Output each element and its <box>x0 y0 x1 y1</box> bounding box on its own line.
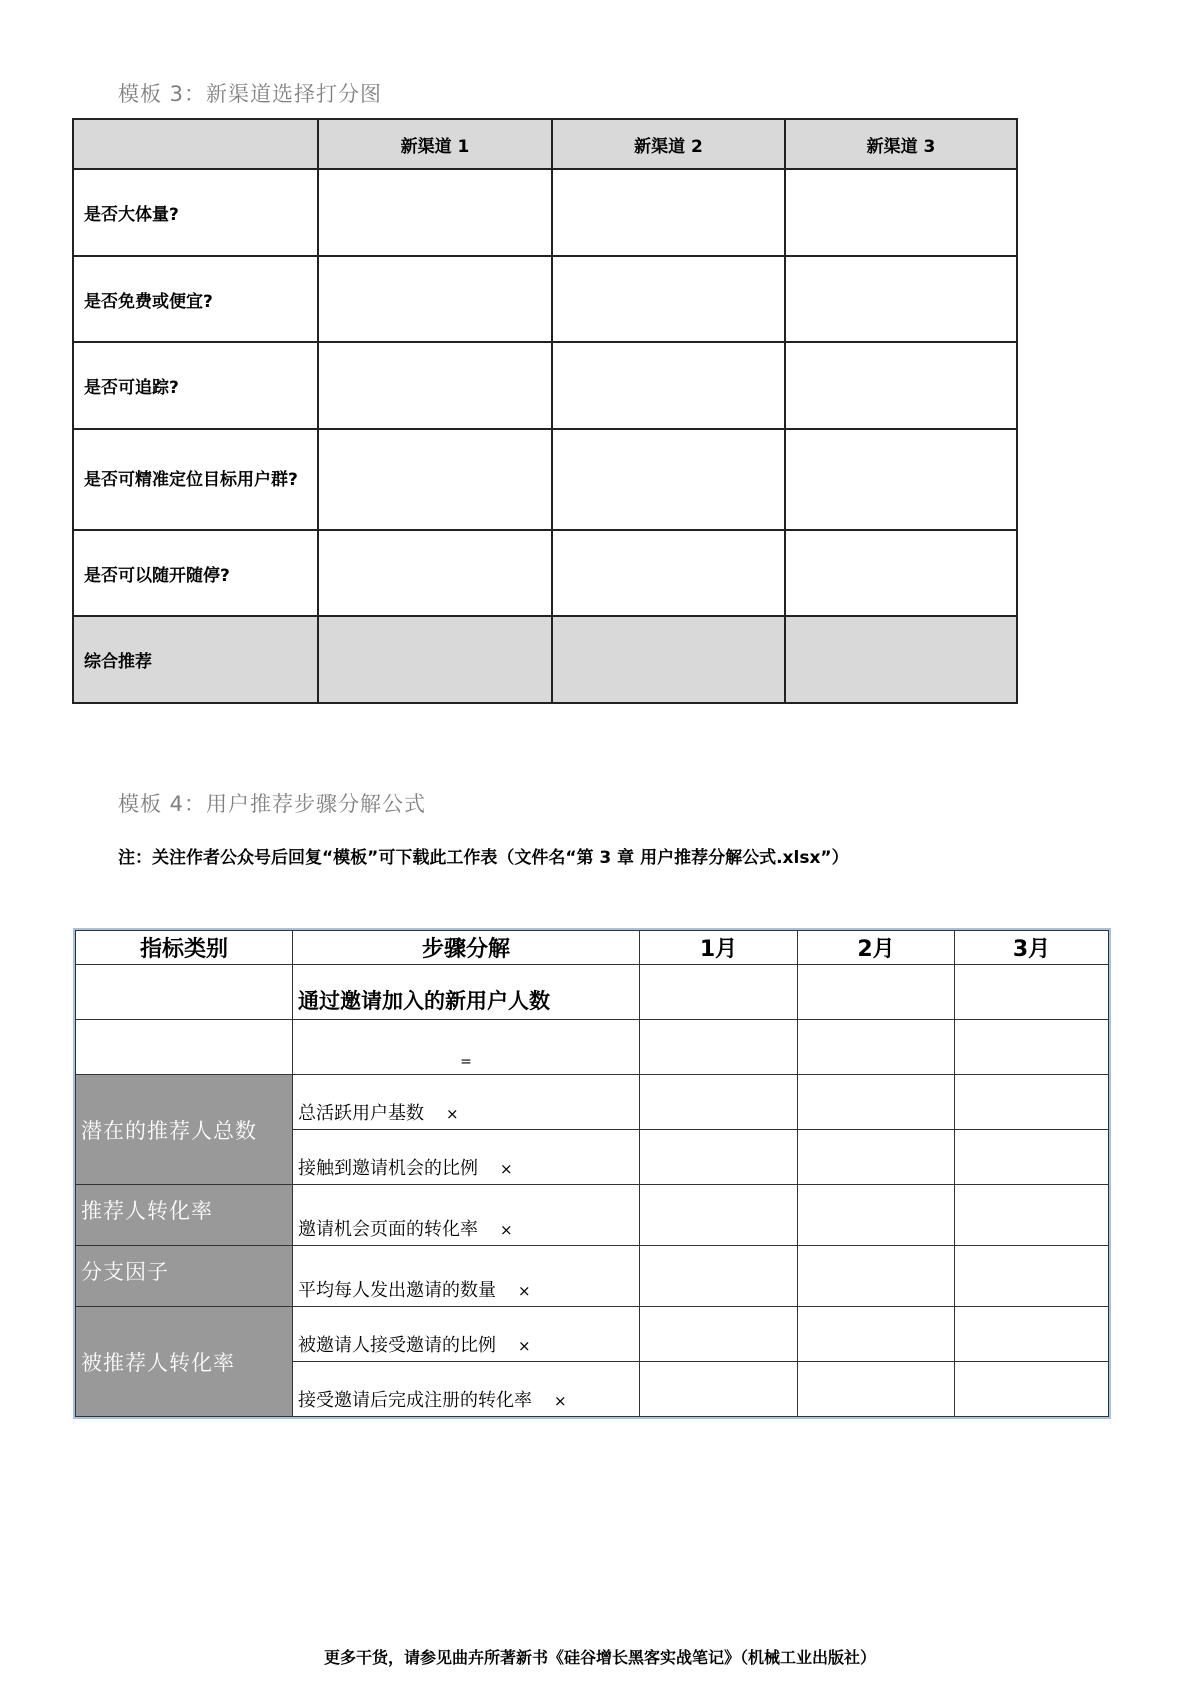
header-blank <box>73 119 318 169</box>
table-row <box>76 965 1109 1020</box>
step-cell <box>293 1020 640 1075</box>
header-category: 指标类别 <box>76 931 293 965</box>
month-cell[interactable] <box>955 965 1109 1020</box>
month-cell[interactable] <box>798 965 955 1020</box>
step-cell <box>293 1130 640 1185</box>
download-note: 注：关注作者公众号后回复“模板”可下载此工作表（文件名“第 3 章 用户推荐分解公式.xlsx”） <box>118 848 849 868</box>
category-cell <box>76 965 293 1020</box>
row-label: 综合推荐 <box>73 616 318 703</box>
category-cell <box>76 1020 293 1075</box>
referral-formula-table <box>75 930 1109 1417</box>
header-month-2: 2月 <box>798 931 955 965</box>
multiply-operator: × <box>518 1337 531 1355</box>
step-label: 平均每人发出邀请的数量 <box>298 1280 496 1301</box>
template4-caption: 模板 4：用户推荐步骤分解公式 <box>118 792 427 816</box>
month-cell[interactable] <box>640 965 798 1020</box>
step-cell <box>293 965 640 1020</box>
category-cell: 分支因子 <box>76 1246 293 1307</box>
month-cell[interactable] <box>640 1020 798 1075</box>
score-cell[interactable] <box>785 429 1017 530</box>
step-cell <box>293 1307 640 1362</box>
step-label: 接受邀请后完成注册的转化率 <box>298 1390 532 1411</box>
step-label: 通过邀请加入的新用户人数 <box>298 989 550 1013</box>
category-cell: 推荐人转化率 <box>76 1185 293 1246</box>
score-cell[interactable] <box>318 429 552 530</box>
month-cell[interactable] <box>798 1185 955 1246</box>
table-row <box>73 169 1017 256</box>
month-cell[interactable] <box>955 1362 1109 1417</box>
table-header-row <box>76 931 1109 965</box>
multiply-operator: × <box>500 1221 513 1239</box>
table-row <box>76 1020 1109 1075</box>
table-row <box>73 342 1017 429</box>
month-cell[interactable] <box>640 1307 798 1362</box>
step-cell <box>293 1246 640 1307</box>
multiply-operator: × <box>446 1105 459 1123</box>
month-cell[interactable] <box>640 1130 798 1185</box>
equals-sign: = <box>460 1054 472 1070</box>
table-row <box>76 1307 1109 1362</box>
month-cell[interactable] <box>798 1307 955 1362</box>
referral-formula-frame <box>73 928 1111 1419</box>
row-label: 是否可精准定位目标用户群? <box>73 429 318 530</box>
channel-scoring-table <box>72 118 1018 704</box>
month-cell[interactable] <box>955 1075 1109 1130</box>
month-cell[interactable] <box>955 1307 1109 1362</box>
step-label: 被邀请人接受邀请的比例 <box>298 1335 496 1356</box>
row-label: 是否大体量? <box>73 169 318 256</box>
score-cell[interactable] <box>318 169 552 256</box>
month-cell[interactable] <box>798 1246 955 1307</box>
score-cell[interactable] <box>785 256 1017 342</box>
month-cell[interactable] <box>798 1075 955 1130</box>
score-cell[interactable] <box>318 530 552 616</box>
score-cell[interactable] <box>552 429 785 530</box>
template3-caption: 模板 3：新渠道选择打分图 <box>118 82 383 106</box>
score-cell[interactable] <box>785 169 1017 256</box>
table-row <box>76 1246 1109 1307</box>
month-cell[interactable] <box>640 1185 798 1246</box>
header-channel-1: 新渠道 1 <box>318 119 552 169</box>
table-row <box>76 1075 1109 1130</box>
score-cell[interactable] <box>318 616 552 703</box>
month-cell[interactable] <box>955 1246 1109 1307</box>
multiply-operator: × <box>554 1392 567 1410</box>
summary-row <box>73 616 1017 703</box>
score-cell[interactable] <box>785 616 1017 703</box>
step-label: 接触到邀请机会的比例 <box>298 1158 478 1179</box>
month-cell[interactable] <box>640 1075 798 1130</box>
month-cell[interactable] <box>640 1362 798 1417</box>
row-label: 是否免费或便宜? <box>73 256 318 342</box>
score-cell[interactable] <box>318 342 552 429</box>
month-cell[interactable] <box>955 1130 1109 1185</box>
header-step: 步骤分解 <box>293 931 640 965</box>
month-cell[interactable] <box>798 1020 955 1075</box>
month-cell[interactable] <box>798 1362 955 1417</box>
multiply-operator: × <box>518 1282 531 1300</box>
score-cell[interactable] <box>552 256 785 342</box>
month-cell[interactable] <box>955 1020 1109 1075</box>
category-cell: 被推荐人转化率 <box>76 1307 293 1417</box>
score-cell[interactable] <box>552 616 785 703</box>
step-cell <box>293 1362 640 1417</box>
month-cell[interactable] <box>955 1185 1109 1246</box>
header-month-1: 1月 <box>640 931 798 965</box>
table-header-row <box>73 119 1017 169</box>
footer-book-promo: 更多干货，请参见曲卉所著新书《硅谷增长黑客实战笔记》（机械工业出版社） <box>323 1648 876 1667</box>
row-label: 是否可追踪? <box>73 342 318 429</box>
score-cell[interactable] <box>785 342 1017 429</box>
score-cell[interactable] <box>785 530 1017 616</box>
step-label: 总活跃用户基数 <box>298 1103 424 1124</box>
header-channel-2: 新渠道 2 <box>552 119 785 169</box>
multiply-operator: × <box>500 1160 513 1178</box>
table-row <box>73 530 1017 616</box>
header-channel-3: 新渠道 3 <box>785 119 1017 169</box>
month-cell[interactable] <box>798 1130 955 1185</box>
table-row <box>73 429 1017 530</box>
step-cell <box>293 1185 640 1246</box>
category-cell: 潜在的推荐人总数 <box>76 1075 293 1185</box>
table-row <box>73 256 1017 342</box>
score-cell[interactable] <box>552 169 785 256</box>
table-row <box>76 1185 1109 1246</box>
month-cell[interactable] <box>640 1246 798 1307</box>
score-cell[interactable] <box>552 530 785 616</box>
score-cell[interactable] <box>318 256 552 342</box>
step-cell <box>293 1075 640 1130</box>
step-label: 邀请机会页面的转化率 <box>298 1219 478 1240</box>
score-cell[interactable] <box>552 342 785 429</box>
header-month-3: 3月 <box>955 931 1109 965</box>
row-label: 是否可以随开随停? <box>73 530 318 616</box>
